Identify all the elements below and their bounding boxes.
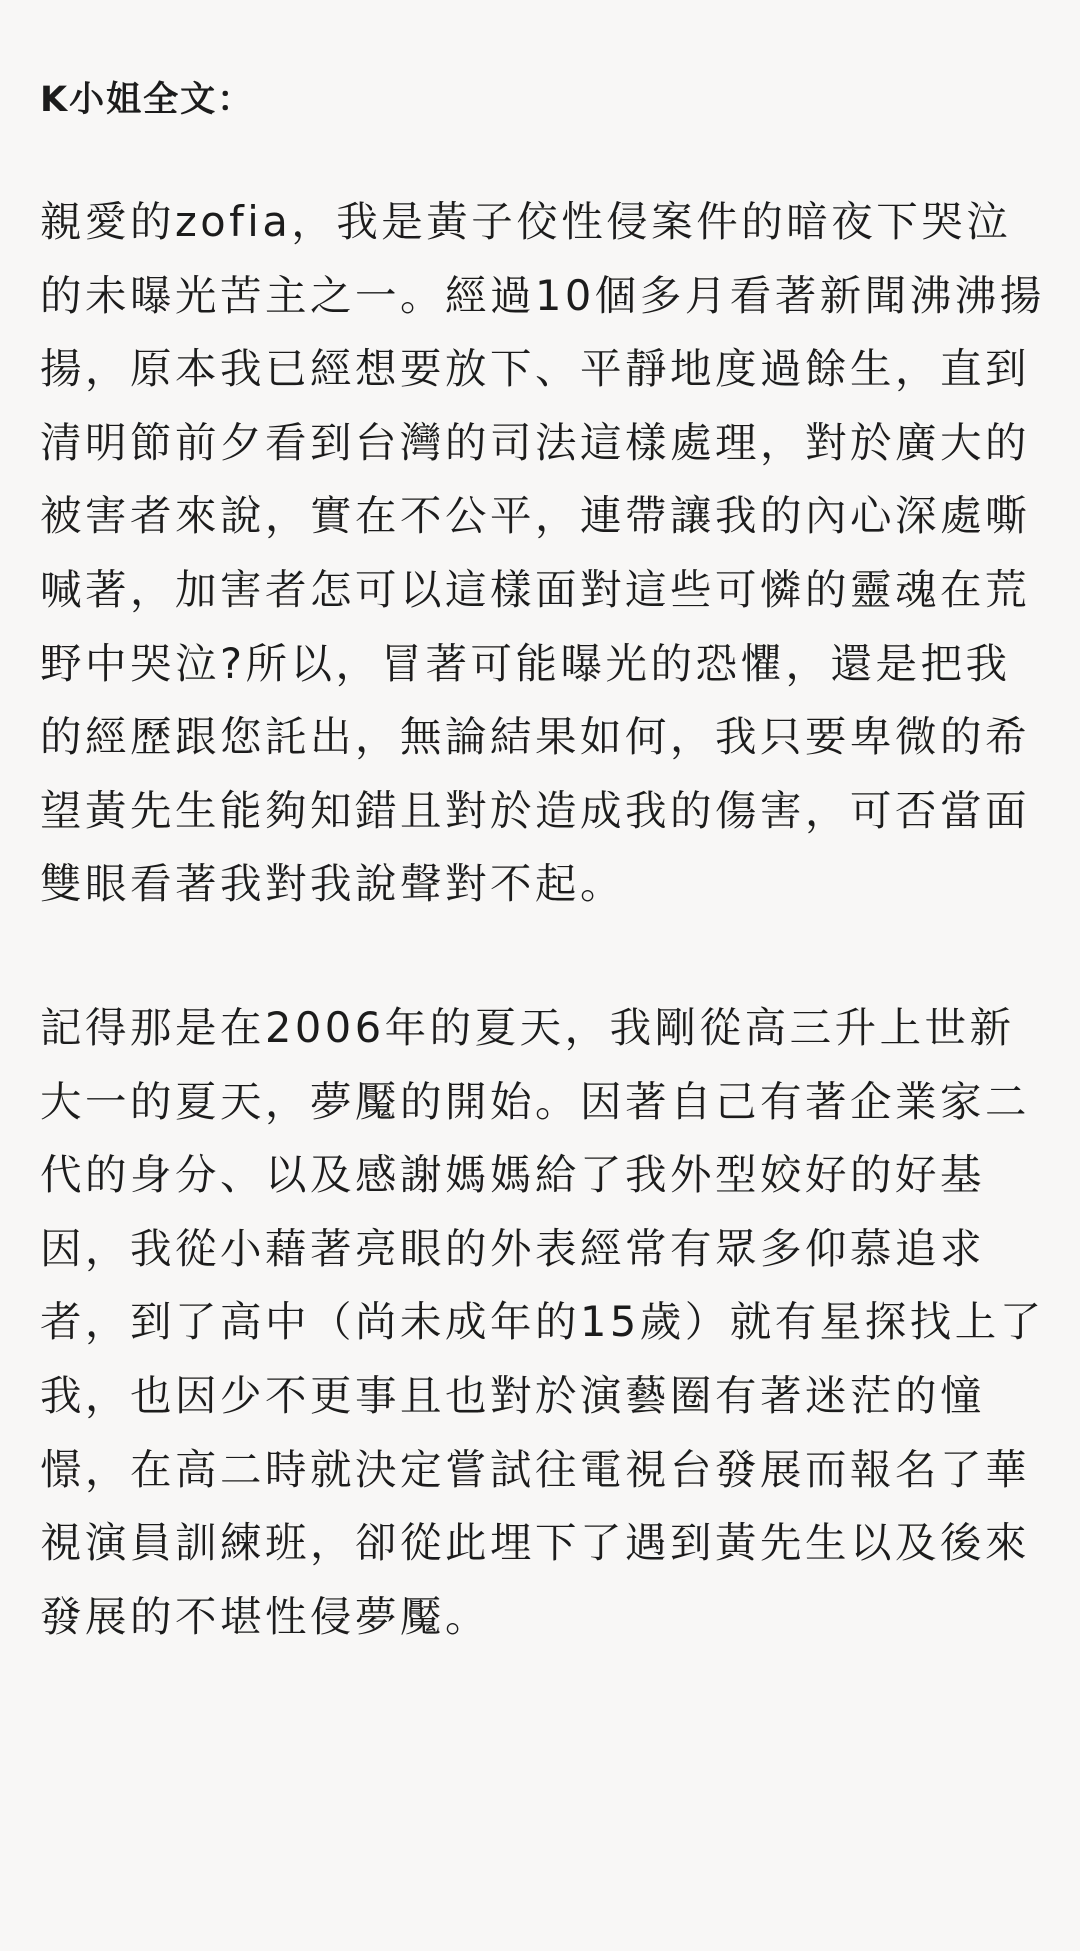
article-title: K小姐全文： bbox=[40, 80, 255, 120]
paragraph-2: 記得那是在2006年的夏天，我剛從高三升上世新大一的夏天，夢魘的開始。因著自己有著企業家二代的身分、以及感謝媽媽給了我外型姣好的好基因，我從小藉著亮眼的外表經常有眾多仰慕追求者，到了高中（尚未成年的15歲）就有星探找上了我，也因少不更事且也對於演藝圈有著迷茫的憧憬，在高二時就決定嘗試往電視台發展而報名了華視演員訓練班，卻從此埋下了遇到黃先生以及後來發展的不堪性侵夢魘。 bbox=[40, 1002, 1045, 1641]
paragraph-1: 親愛的zofia，我是黃子佼性侵案件的暗夜下哭泣的未曝光苦主之一。經過10個多月看著新聞沸沸揚揚，原本我已經想要放下、平靜地度過餘生，直到清明節前夕看到台灣的司法這樣處理，對於廣大的被害者來說，實在不公平，連帶讓我的內心深處嘶喊著，加害者怎可以這樣面對這些可憐的靈魂在荒野中哭泣?所以，冒著可能曝光的恐懼，還是把我的經歷跟您託出，無論結果如何，我只要卑微的希望黃先生能夠知錯且對於造成我的傷害，可否當面雙眼看著我對我說聲對不起。 bbox=[40, 197, 1045, 909]
